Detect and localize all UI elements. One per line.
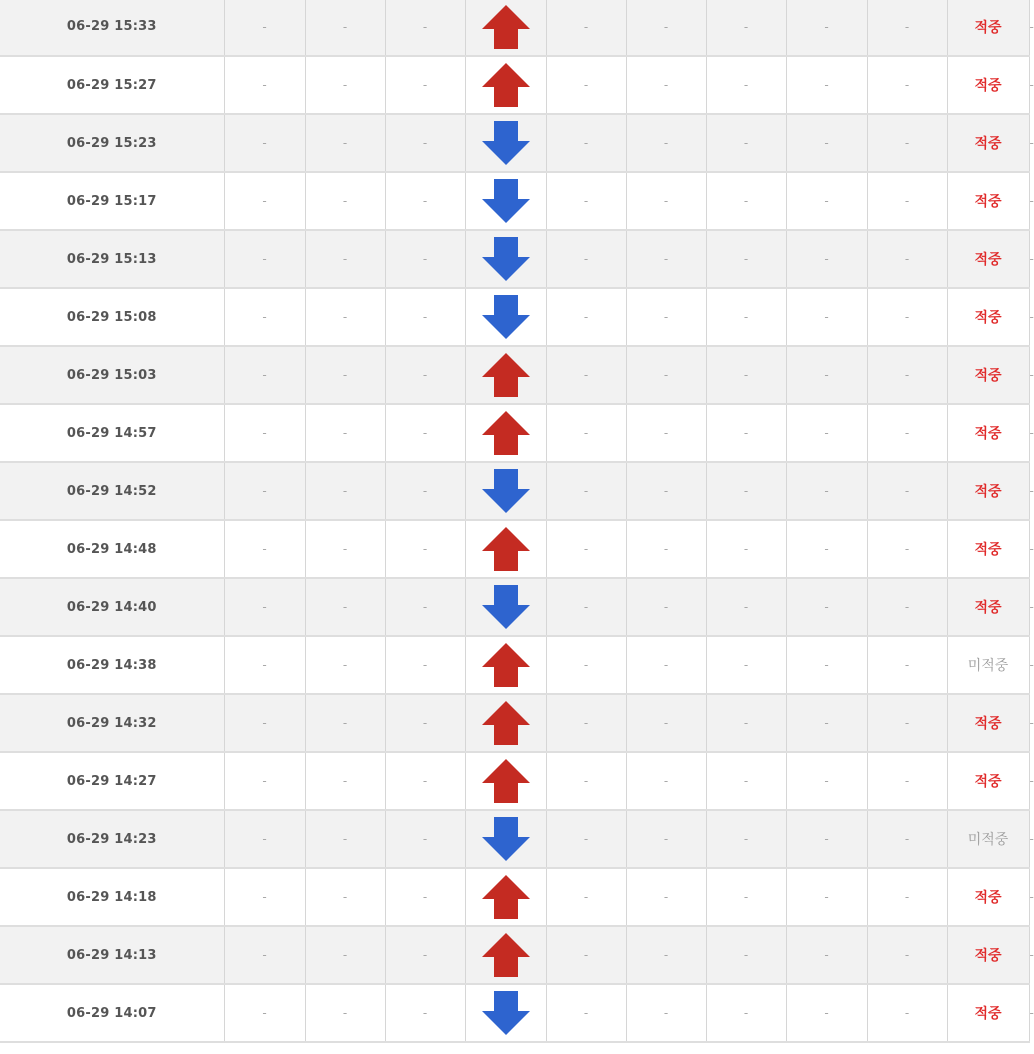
arrow-down-icon [466, 468, 546, 514]
direction-cell [465, 868, 546, 926]
empty-value-cell: - [305, 56, 385, 114]
table-row: 06-29 14:48 - - - - - - - - 적중 - [0, 520, 1029, 578]
empty-value-cell: - [706, 346, 786, 404]
result-hit-label: 적중 [947, 984, 1029, 1042]
empty-value-cell: - [626, 462, 706, 520]
result-hit-label: 적중 [947, 868, 1029, 926]
table-row: 06-29 14:07 - - - - - - - - 적중 - [0, 984, 1029, 1042]
table-row: 06-29 14:27 - - - - - - - - 적중 - [0, 752, 1029, 810]
empty-value-cell: - [546, 288, 626, 346]
table-row: 06-29 15:27 - - - - - - - - 적중 - [0, 56, 1029, 114]
empty-value-cell: - [867, 694, 947, 752]
empty-value-cell: - [385, 56, 465, 114]
empty-value-cell: - [706, 578, 786, 636]
empty-value-cell: - [867, 346, 947, 404]
empty-value-cell: - [385, 984, 465, 1042]
row-time: 06-29 14:40 [0, 578, 224, 636]
empty-value-cell: - [867, 984, 947, 1042]
result-hit-label: 적중 [947, 172, 1029, 230]
empty-value-cell: - [305, 752, 385, 810]
empty-value-cell: - [224, 172, 305, 230]
table-row: 06-29 14:52 - - - - - - - - 적중 - [0, 462, 1029, 520]
empty-value-cell: - [786, 462, 867, 520]
empty-value-cell: - [626, 346, 706, 404]
empty-value-cell: - [305, 230, 385, 288]
row-time: 06-29 15:27 [0, 56, 224, 114]
empty-value-cell: - [867, 752, 947, 810]
result-hit-label: 적중 [947, 114, 1029, 172]
arrow-up-icon [466, 4, 546, 50]
empty-value-cell: - [626, 56, 706, 114]
table-row: 06-29 15:17 - - - - - - - - 적중 - [0, 172, 1029, 230]
empty-value-cell: - [626, 636, 706, 694]
empty-value-cell: - [626, 172, 706, 230]
empty-value-cell: - [546, 926, 626, 984]
empty-value-cell: - [626, 230, 706, 288]
empty-value-cell: - [385, 346, 465, 404]
empty-value-cell: - [786, 868, 867, 926]
empty-value-cell: - [385, 868, 465, 926]
table-row: 06-29 14:38 - - - - - - - - 미적중 - [0, 636, 1029, 694]
empty-value-cell: - [626, 694, 706, 752]
empty-value-cell: - [546, 578, 626, 636]
result-hit-label: 적중 [947, 404, 1029, 462]
result-hit-label: 적중 [947, 694, 1029, 752]
empty-value-cell: - [305, 462, 385, 520]
direction-cell [465, 288, 546, 346]
table-row: 06-29 14:32 - - - - - - - - 적중 - [0, 694, 1029, 752]
table-row: 06-29 15:33 - - - - - - - - 적중 - [0, 0, 1029, 56]
row-time: 06-29 14:57 [0, 404, 224, 462]
empty-value-cell: - [706, 462, 786, 520]
empty-value-cell: - [385, 462, 465, 520]
empty-value-cell: - [546, 520, 626, 578]
empty-value-cell: - [786, 578, 867, 636]
empty-value-cell: - [224, 926, 305, 984]
empty-value-cell: - [224, 0, 305, 56]
empty-value-cell: - [546, 230, 626, 288]
arrow-up-icon [466, 874, 546, 920]
arrow-down-icon [466, 178, 546, 224]
direction-cell [465, 114, 546, 172]
empty-value-cell: - [786, 810, 867, 868]
empty-value-cell: - [706, 694, 786, 752]
empty-value-cell: - [224, 694, 305, 752]
empty-value-cell: - [305, 404, 385, 462]
arrow-up-icon [466, 62, 546, 108]
empty-value-cell: - [224, 520, 305, 578]
arrow-down-icon [466, 816, 546, 862]
empty-value-cell: - [224, 868, 305, 926]
empty-value-cell: - [626, 752, 706, 810]
row-time: 06-29 14:38 [0, 636, 224, 694]
row-time: 06-29 14:18 [0, 868, 224, 926]
empty-value-cell: - [546, 0, 626, 56]
empty-value-cell: - [626, 578, 706, 636]
arrow-down-icon [466, 990, 546, 1036]
result-miss-label: 미적중 [947, 810, 1029, 868]
direction-cell [465, 810, 546, 868]
direction-cell [465, 346, 546, 404]
empty-value-cell: - [626, 114, 706, 172]
empty-value-cell: - [786, 172, 867, 230]
direction-cell [465, 462, 546, 520]
result-hit-label: 적중 [947, 0, 1029, 56]
empty-value-cell: - [706, 636, 786, 694]
table-row: 06-29 14:40 - - - - - - - - 적중 - [0, 578, 1029, 636]
empty-value-cell: - [786, 288, 867, 346]
empty-value-cell: - [385, 926, 465, 984]
row-time: 06-29 15:08 [0, 288, 224, 346]
row-time: 06-29 15:17 [0, 172, 224, 230]
empty-value-cell: - [867, 0, 947, 56]
empty-value-cell: - [546, 636, 626, 694]
direction-cell [465, 56, 546, 114]
empty-value-cell: - [786, 752, 867, 810]
empty-value-cell: - [305, 694, 385, 752]
empty-value-cell: - [224, 810, 305, 868]
empty-value-cell: - [706, 172, 786, 230]
arrow-down-icon [466, 120, 546, 166]
empty-value-cell: - [706, 114, 786, 172]
empty-value-cell: - [546, 810, 626, 868]
empty-value-cell: - [867, 230, 947, 288]
empty-value-cell: - [224, 984, 305, 1042]
empty-value-cell: - [867, 636, 947, 694]
empty-value-cell: - [786, 56, 867, 114]
empty-value-cell: - [385, 114, 465, 172]
empty-value-cell: - [305, 926, 385, 984]
empty-value-cell: - [224, 462, 305, 520]
empty-value-cell: - [786, 984, 867, 1042]
empty-value-cell: - [626, 0, 706, 56]
empty-value-cell: - [224, 114, 305, 172]
row-time: 06-29 14:23 [0, 810, 224, 868]
empty-value-cell: - [385, 810, 465, 868]
row-time: 06-29 14:07 [0, 984, 224, 1042]
table-row: 06-29 15:03 - - - - - - - - 적중 - [0, 346, 1029, 404]
empty-value-cell: - [706, 752, 786, 810]
empty-value-cell: - [385, 520, 465, 578]
empty-value-cell: - [786, 520, 867, 578]
empty-value-cell: - [385, 578, 465, 636]
empty-value-cell: - [305, 810, 385, 868]
empty-value-cell: - [305, 288, 385, 346]
empty-value-cell: - [706, 0, 786, 56]
direction-cell [465, 578, 546, 636]
result-hit-label: 적중 [947, 230, 1029, 288]
empty-value-cell: - [546, 868, 626, 926]
arrow-down-icon [466, 584, 546, 630]
empty-value-cell: - [546, 694, 626, 752]
result-hit-label: 적중 [947, 462, 1029, 520]
empty-value-cell: - [626, 926, 706, 984]
empty-value-cell: - [626, 868, 706, 926]
empty-value-cell: - [786, 114, 867, 172]
empty-value-cell: - [305, 346, 385, 404]
empty-value-cell: - [385, 0, 465, 56]
empty-value-cell: - [867, 926, 947, 984]
empty-value-cell: - [706, 984, 786, 1042]
arrow-up-icon [466, 758, 546, 804]
empty-value-cell: - [305, 984, 385, 1042]
empty-value-cell: - [224, 288, 305, 346]
arrow-up-icon [466, 932, 546, 978]
result-hit-label: 적중 [947, 56, 1029, 114]
empty-value-cell: - [385, 694, 465, 752]
arrow-up-icon [466, 526, 546, 572]
empty-value-cell: - [706, 810, 786, 868]
arrow-up-icon [466, 642, 546, 688]
empty-value-cell: - [786, 694, 867, 752]
empty-value-cell: - [385, 230, 465, 288]
direction-cell [465, 230, 546, 288]
empty-value-cell: - [706, 404, 786, 462]
empty-value-cell: - [867, 520, 947, 578]
empty-value-cell: - [385, 636, 465, 694]
row-time: 06-29 14:13 [0, 926, 224, 984]
row-time: 06-29 15:23 [0, 114, 224, 172]
row-time: 06-29 15:13 [0, 230, 224, 288]
result-hit-label: 적중 [947, 578, 1029, 636]
empty-value-cell: - [786, 346, 867, 404]
empty-value-cell: - [706, 868, 786, 926]
direction-cell [465, 752, 546, 810]
empty-value-cell: - [546, 172, 626, 230]
empty-value-cell: - [626, 984, 706, 1042]
empty-value-cell: - [706, 926, 786, 984]
empty-value-cell: - [385, 752, 465, 810]
empty-value-cell: - [546, 114, 626, 172]
arrow-up-icon [466, 410, 546, 456]
empty-value-cell: - [385, 404, 465, 462]
empty-value-cell: - [224, 578, 305, 636]
table-row: 06-29 14:18 - - - - - - - - 적중 - [0, 868, 1029, 926]
empty-value-cell: - [224, 56, 305, 114]
result-miss-label: 미적중 [947, 636, 1029, 694]
empty-value-cell: - [385, 172, 465, 230]
arrow-down-icon [466, 236, 546, 282]
row-time: 06-29 15:03 [0, 346, 224, 404]
row-time: 06-29 14:32 [0, 694, 224, 752]
table-row: 06-29 15:08 - - - - - - - - 적중 - [0, 288, 1029, 346]
direction-cell [465, 0, 546, 56]
direction-cell [465, 172, 546, 230]
empty-value-cell: - [706, 56, 786, 114]
empty-value-cell: - [867, 868, 947, 926]
empty-value-cell: - [224, 752, 305, 810]
empty-value-cell: - [224, 636, 305, 694]
result-hit-label: 적중 [947, 288, 1029, 346]
empty-value-cell: - [786, 926, 867, 984]
empty-value-cell: - [626, 810, 706, 868]
empty-value-cell: - [546, 462, 626, 520]
empty-value-cell: - [385, 288, 465, 346]
empty-value-cell: - [626, 288, 706, 346]
empty-value-cell: - [786, 404, 867, 462]
empty-value-cell: - [626, 404, 706, 462]
row-time: 06-29 14:27 [0, 752, 224, 810]
arrow-down-icon [466, 294, 546, 340]
empty-value-cell: - [305, 578, 385, 636]
direction-cell [465, 694, 546, 752]
empty-value-cell: - [546, 752, 626, 810]
empty-value-cell: - [305, 172, 385, 230]
direction-cell [465, 926, 546, 984]
direction-cell [465, 984, 546, 1042]
result-hit-label: 적중 [947, 752, 1029, 810]
empty-value-cell: - [867, 172, 947, 230]
empty-value-cell: - [305, 0, 385, 56]
row-time: 06-29 14:48 [0, 520, 224, 578]
result-hit-label: 적중 [947, 520, 1029, 578]
empty-value-cell: - [224, 230, 305, 288]
direction-cell [465, 636, 546, 694]
empty-value-cell: - [867, 462, 947, 520]
table-row: 06-29 14:13 - - - - - - - - 적중 - [0, 926, 1029, 984]
empty-value-cell: - [224, 404, 305, 462]
empty-value-cell: - [546, 346, 626, 404]
arrow-up-icon [466, 700, 546, 746]
empty-value-cell: - [224, 346, 305, 404]
empty-value-cell: - [706, 230, 786, 288]
table-row: 06-29 15:23 - - - - - - - - 적중 - [0, 114, 1029, 172]
empty-value-cell: - [786, 230, 867, 288]
arrow-up-icon [466, 352, 546, 398]
empty-value-cell: - [546, 984, 626, 1042]
empty-value-cell: - [867, 404, 947, 462]
direction-cell [465, 404, 546, 462]
row-time: 06-29 15:33 [0, 0, 224, 56]
empty-value-cell: - [706, 288, 786, 346]
empty-value-cell: - [867, 56, 947, 114]
table-row: 06-29 14:23 - - - - - - - - 미적중 - [0, 810, 1029, 868]
empty-value-cell: - [305, 520, 385, 578]
empty-value-cell: - [867, 114, 947, 172]
table-row: 06-29 15:13 - - - - - - - - 적중 - [0, 230, 1029, 288]
empty-value-cell: - [706, 520, 786, 578]
row-time: 06-29 14:52 [0, 462, 224, 520]
empty-value-cell: - [305, 868, 385, 926]
empty-value-cell: - [786, 0, 867, 56]
empty-value-cell: - [305, 114, 385, 172]
empty-value-cell: - [546, 56, 626, 114]
empty-value-cell: - [786, 636, 867, 694]
empty-value-cell: - [867, 288, 947, 346]
result-hit-label: 적중 [947, 926, 1029, 984]
empty-value-cell: - [546, 404, 626, 462]
empty-value-cell: - [305, 636, 385, 694]
empty-value-cell: - [626, 520, 706, 578]
empty-value-cell: - [867, 810, 947, 868]
table-row: 06-29 14:57 - - - - - - - - 적중 - [0, 404, 1029, 462]
result-hit-label: 적중 [947, 346, 1029, 404]
empty-value-cell: - [867, 578, 947, 636]
direction-cell [465, 520, 546, 578]
